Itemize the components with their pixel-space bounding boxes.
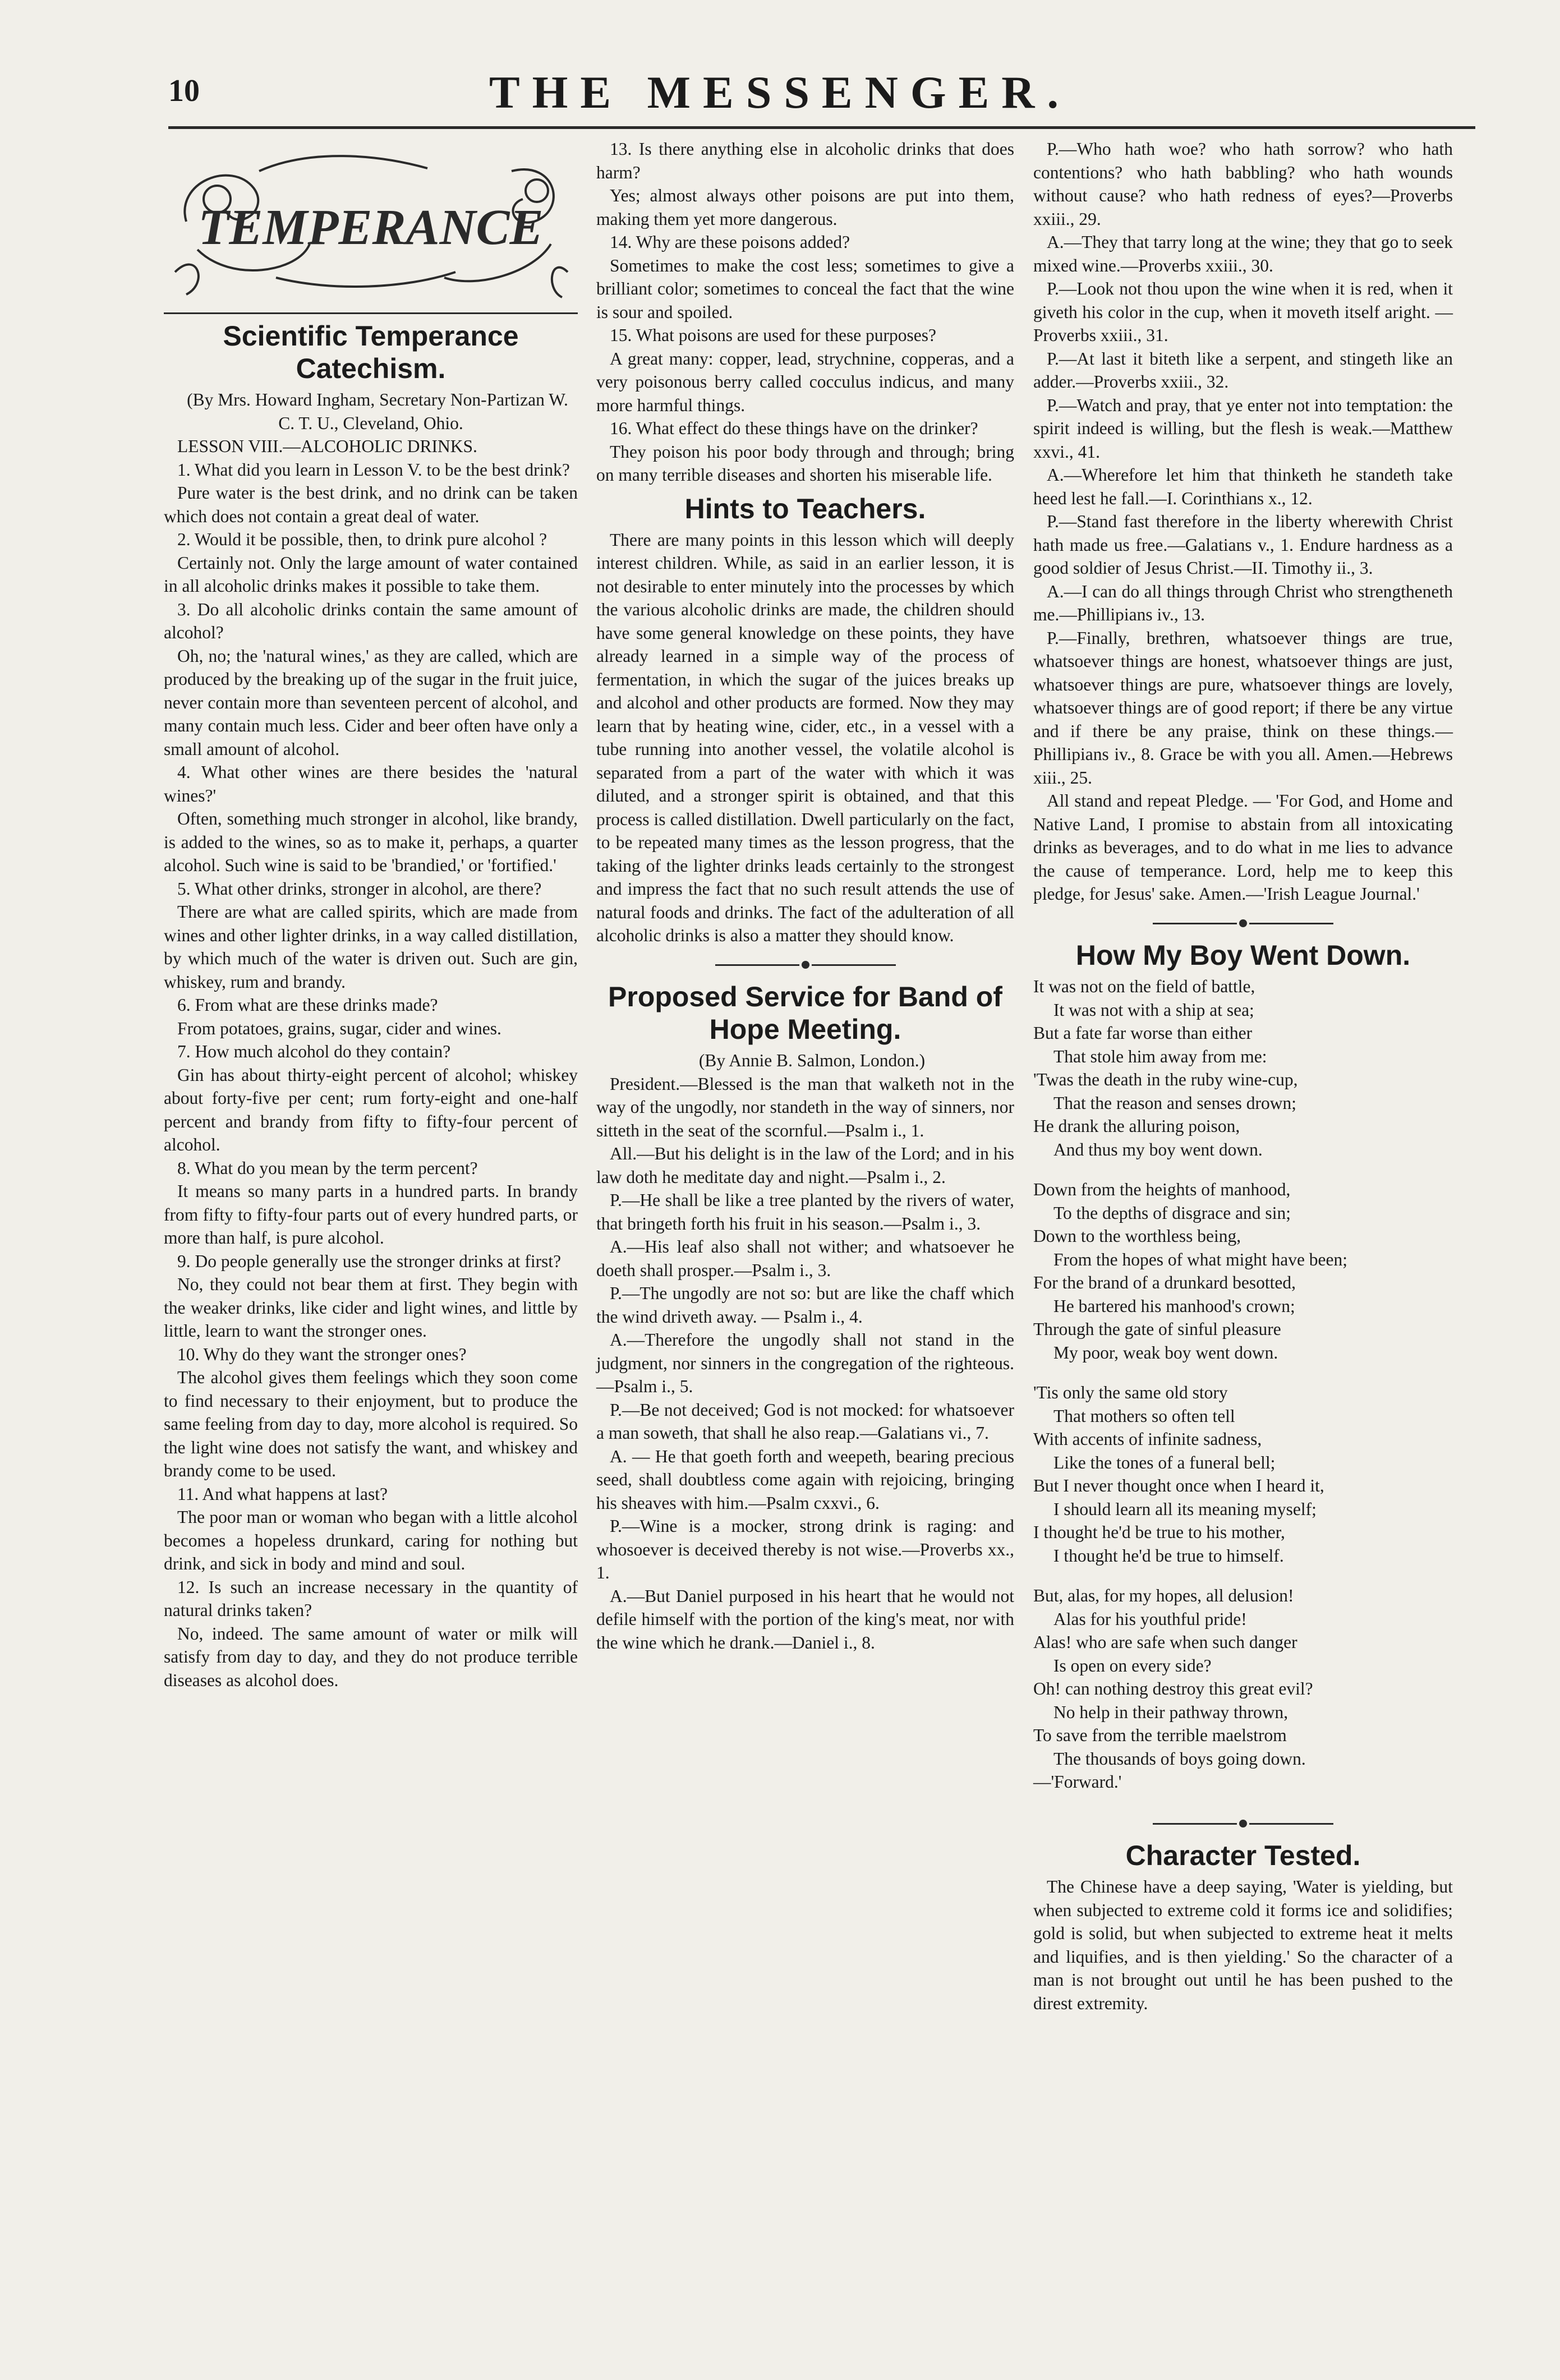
catechism-paragraph: Certainly not. Only the large amount of water contained in all alcoholic drinks makes it possible to take them. [164, 553, 578, 596]
catechism-paragraph: It means so many parts in a hundred parts. In brandy from fifty to fifty-four parts out of every hundred parts, or more than half, is pure alcohol. [164, 1181, 578, 1247]
service-verse: A. — He that goeth forth and weepeth, bearing precious seed, shall doubtless come again with rejoicing, bringing his sheaves with him.—Psalm cxxvi., 6. [596, 1446, 1014, 1513]
service-verse: A.—Wherefore let him that thinketh he standeth take heed lest he fall.—I. Corinthians x., 12. [1033, 465, 1453, 508]
service-col2-body [596, 1072, 1014, 1655]
service-verse: A.—Therefore the ungodly shall not stand in the judgment, nor sinners in the congregation of the righteous.—Psalm i., 5. [596, 1330, 1014, 1396]
poem-line: Down to the worthless being, [1033, 1226, 1241, 1246]
service-verse: P.—At last it biteth like a serpent, and stingeth like an adder.—Proverbs xxiii., 32. [1033, 348, 1453, 392]
lesson-heading: LESSON VIII.—ALCOHOLIC DRINKS. [177, 436, 477, 456]
poem-line: I thought he'd be true to his mother, [1033, 1522, 1285, 1542]
service-verse: P.—Wine is a mocker, strong drink is raging: and whosoever is deceived thereby is not wise.—Proverbs xx., 1. [596, 1516, 1014, 1582]
catechism-paragraph: There are what are called spirits, which are made from wines and other lighter drinks, in a way called distillation, by which much of the water is driven out. Such are gin, whiskey, rum and brandy. [164, 902, 578, 992]
catechism-title: Scientific Temperance Catechism. [223, 320, 519, 384]
poem-line: That mothers so often tell [1053, 1406, 1235, 1426]
column-1 [164, 137, 578, 1692]
poem-line: Down from the heights of manhood, [1033, 1180, 1291, 1199]
poem-line: It was not on the field of battle, [1033, 977, 1255, 996]
column-2 [596, 137, 1014, 1654]
poem-line: My poor, weak boy went down. [1053, 1342, 1278, 1362]
catechism-paragraph: 7. How much alcohol do they contain? [177, 1042, 451, 1061]
catechism-col2-body [596, 137, 1014, 487]
column-3 [1033, 137, 1453, 2015]
poem-line: —'Forward.' [1033, 1772, 1122, 1792]
catechism-paragraph: 6. From what are these drinks made? [177, 995, 438, 1015]
catechism-paragraph: 5. What other drinks, stronger in alcohol, are there? [177, 878, 542, 899]
masthead-rule [168, 126, 1475, 129]
poem-line: Is open on every side? [1053, 1655, 1212, 1675]
logo-text: TEMPERANCE [198, 200, 544, 255]
catechism-paragraph: 15. What poisons are used for these purposes? [610, 325, 937, 345]
catechism-paragraph: 1. What did you learn in Lesson V. to be the best drink? [177, 459, 570, 480]
catechism-paragraph: No, they could not bear them at first. They begin with the weaker drinks, like cider and light wines, and little by little, learn to want the stronger ones. [164, 1274, 578, 1341]
poem-stanza [1033, 1584, 1453, 1794]
poem-line: And thus my boy went down. [1053, 1139, 1263, 1159]
service-verse: A.—But Daniel purposed in his heart that he would not defile himself with the portion of the king's meat, nor with the wine which he drank.—Daniel i., 8. [596, 1586, 1014, 1652]
catechism-paragraph: The poor man or woman who began with a little alcohol becomes a hopeless drunkard, caring for nothing but drink, and sick in body and mind and soul. [164, 1507, 578, 1573]
poem-line: I thought he'd be true to himself. [1053, 1545, 1284, 1566]
masthead-title: THE MESSENGER. [489, 67, 1071, 118]
catechism-paragraph: Yes; almost always other poisons are put into them, making them yet more dangerous. [596, 186, 1014, 229]
service-verse: All.—But his delight is in the law of the Lord; and in his law doth he meditate day and night.—Psalm i., 2. [596, 1144, 1014, 1187]
catechism-paragraph: Sometimes to make the cost less; sometimes to give a brilliant color; sometimes to conceal the fact that the wine is sour and spoiled. [596, 255, 1014, 322]
catechism-paragraph: They poison his poor body through and through; bring on many terrible diseases and shorten his miserable life. [596, 441, 1014, 485]
poem-stanza [1033, 1381, 1453, 1567]
character-title: Character Tested. [1125, 1840, 1361, 1871]
catechism-paragraph: 4. What other wines are there besides the 'natural wines?' [164, 762, 578, 805]
catechism-paragraph: 14. Why are these poisons added? [610, 232, 850, 252]
service-verse: P.—Watch and pray, that ye enter not into temptation: the spirit indeed is willing, but the flesh is weak.—Matthew xxvi., 41. [1033, 395, 1453, 462]
catechism-paragraph: 16. What effect do these things have on the drinker? [610, 418, 978, 438]
catechism-paragraph: 12. Is such an increase necessary in the quantity of natural drinks taken? [164, 1577, 578, 1620]
service-verse: P.—He shall be like a tree planted by the rivers of water, that bringeth forth his fruit in his season.—Psalm i., 3. [596, 1190, 1014, 1233]
catechism-paragraph: 3. Do all alcoholic drinks contain the same amount of alcohol? [164, 599, 578, 642]
poem-line: 'Tis only the same old story [1033, 1383, 1228, 1402]
catechism-paragraph: 8. What do you mean by the term percent? [177, 1158, 478, 1178]
poem-line: Alas for his youthful pride! [1053, 1609, 1247, 1629]
poem-line: To save from the terrible maelstrom [1033, 1725, 1287, 1745]
poem-line: To the depths of disgrace and sin; [1053, 1203, 1291, 1223]
catechism-paragraph: 11. And what happens at last? [177, 1484, 388, 1504]
poem-line: The thousands of boys going down. [1053, 1748, 1306, 1769]
section-separator [596, 952, 1014, 975]
catechism-paragraph: A great many: copper, lead, strychnine, copperas, and a very poisonous berry called cocculus indicus, and many more harmful things. [596, 348, 1014, 415]
poem-line: I should learn all its meaning myself; [1053, 1499, 1317, 1519]
poem-line: It was not with a ship at sea; [1053, 1000, 1254, 1020]
section-separator [1033, 910, 1453, 934]
poem-line: That stole him away from me: [1053, 1046, 1267, 1066]
poem-line: That the reason and senses drown; [1053, 1093, 1297, 1113]
section-rule [164, 312, 578, 314]
catechism-paragraph: Oh, no; the 'natural wines,' as they are called, which are produced by the breaking up of the sugar in the fruit juice, never contain more than seventeen percent of alcohol, and many contain much less. Cider and beer often have only a small amount of alcohol. [164, 646, 578, 759]
page-number: 10 [168, 73, 200, 108]
service-verse: P.—Finally, brethren, whatsoever things are true, whatsoever things are honest, whatsoever things are just, whatsoever things are pure, whatsoever things are lovely, whatsoever things are of good report; if there be any virtue and if there be any praise, think on these things.—Phillipians iv., 8. Grace be with you all. Amen.—Hebrews xiii., 25. [1033, 628, 1453, 788]
service-col3-body [1033, 137, 1453, 906]
hints-title: Hints to Teachers. [684, 492, 926, 524]
catechism-col1-body [164, 458, 578, 1692]
section-separator [1033, 1811, 1453, 1834]
poem-line: But I never thought once when I heard it, [1033, 1476, 1324, 1495]
poem-line: He bartered his manhood's crown; [1053, 1296, 1295, 1316]
poem-line: For the brand of a drunkard besotted, [1033, 1273, 1296, 1292]
service-verse: A.—I can do all things through Christ who strengtheneth me.—Phillipians iv., 13. [1033, 581, 1453, 624]
catechism-paragraph: The alcohol gives them feelings which they soon come to find necessary to their enjoyment, but to produce the same feeling from day to day, more alcohol is required. So the light wine does not satisfy the want, and whiskey and brandy come to be used. [164, 1368, 578, 1480]
poem-line: 'Twas the death in the ruby wine-cup, [1033, 1070, 1298, 1089]
catechism-paragraph: Gin has about thirty-eight percent of alcohol; whiskey about forty-five per cent; rum forty-eight and one-half percent and brandy from fifty to fifty-four percent of alcohol. [164, 1065, 578, 1154]
poem-title: How My Boy Went Down. [1075, 940, 1411, 971]
poem-stanza [1033, 975, 1453, 1161]
service-verse: P.—Be not deceived; God is not mocked: for whatsoever a man soweth, that shall he also reap.—Galatians vi., 7. [596, 1400, 1014, 1443]
service-verse: P.—The ungodly are not so: but are like the chaff which the wind driveth away. — Psalm i., 4. [596, 1283, 1014, 1327]
service-byline: (By Annie B. Salmon, London.) [698, 1051, 926, 1070]
poem-line: But, alas, for my hopes, all delusion! [1033, 1586, 1294, 1605]
service-title: Proposed Service for Band of Hope Meeting. [608, 981, 1002, 1045]
poem-line: From the hopes of what might have been; [1053, 1249, 1348, 1269]
poem-line: Like the tones of a funeral bell; [1053, 1452, 1276, 1472]
poem-stanza [1033, 1178, 1453, 1364]
catechism-byline: (By Mrs. Howard Ingham, Secretary Non-Partizan W. C. T. U., Cleveland, Ohio. [187, 390, 568, 433]
service-verse: P.—Who hath woe? who hath sorrow? who hath contentions? who hath babbling? who hath wounds without cause? who hath redness of eyes?—Proverbs xxiii., 29. [1033, 139, 1453, 229]
poem-line: Through the gate of sinful pleasure [1033, 1319, 1281, 1339]
poem-line: Alas! who are safe when such danger [1033, 1632, 1297, 1652]
poem-body [1033, 975, 1453, 1794]
service-verse: President.—Blessed is the man that walketh not in the way of the ungodly, nor standeth in the way of sinners, nor sitteth in the seat of the scornful.—Psalm i., 1. [596, 1074, 1014, 1140]
service-verse: A.—They that tarry long at the wine; they that go to seek mixed wine.—Proverbs xxiii., 30. [1033, 232, 1453, 275]
catechism-paragraph: Often, something much stronger in alcohol, like brandy, is added to the wines, so as to make it, perhaps, a quarter alcohol. Such wine is said to be 'brandied,' or 'fortified.' [164, 809, 578, 875]
catechism-paragraph: 2. Would it be possible, then, to drink pure alcohol ? [177, 530, 547, 549]
service-verse: P.—Look not thou upon the wine when it is red, when it giveth his color in the cup, when it moveth itself aright. — Proverbs xxiii., 31. [1033, 279, 1453, 345]
temperance-ornament-logo [164, 137, 578, 306]
poem-line: He drank the alluring poison, [1033, 1116, 1240, 1136]
service-verse: All stand and repeat Pledge. — 'For God, and Home and Native Land, I promise to abstain from all intoxicating drinks as beverages, and to do what in me lies to advance the cause of temperance. Lord, help me to keep this pledge, for Jesus' sake. Amen.—'Irish League Journal.' [1033, 791, 1453, 904]
catechism-paragraph: 13. Is there anything else in alcoholic drinks that does harm? [596, 139, 1014, 182]
hints-body: There are many points in this lesson which will deeply interest children. While, as said in an earlier lesson, it is not desirable to enter minutely into the processes by which the various alcoholic drinks are made, the children should have some general knowledge on these points, they have already learned in a simple way of the process of fermentation, in which the sugar of the juices breaks up and alcohol and other products are formed. Now they may learn that by heating wine, cider, etc., in a vessel with a tube running into another vessel, the volatile alcohol is separated from a part of the water with which it was diluted, and a stronger spirit is obtained, and that this process is called distillation. Dwell particularly on the fact, to be repeated many times as the lesson progress, that the taking of the lighter drinks leads certainly to the strongest and impress the fact that no such result attends the use of natural foods and drinks. The fact of the adulteration of all alcoholic drinks is also a matter they should know. [596, 530, 1014, 945]
service-verse: P.—Stand fast therefore in the liberty wherewith Christ hath made us free.—Galatians v., 1. Endure hardness as a good soldier of Jesus Christ.—II. Timothy ii., 3. [1033, 512, 1453, 578]
poem-line: Oh! can nothing destroy this great evil? [1033, 1679, 1313, 1698]
catechism-paragraph: Pure water is the best drink, and no drink can be taken which does not contain a great deal of water. [164, 483, 578, 526]
poem-line: With accents of infinite sadness, [1033, 1429, 1262, 1449]
catechism-paragraph: 10. Why do they want the stronger ones? [177, 1344, 467, 1364]
poem-line: But a fate far worse than either [1033, 1023, 1253, 1043]
character-body: The Chinese have a deep saying, 'Water is yielding, but when subjected to extreme cold it forms ice and solidifies; gold is solid, but when subjected to extreme heat it melts and liquifies, and is then yielding.' So the character of a man is not brought out until he has been pushed to the direst extremity. [1033, 1877, 1453, 2013]
poem-line: No help in their pathway thrown, [1053, 1702, 1289, 1722]
catechism-paragraph: 9. Do people generally use the stronger drinks at first? [177, 1251, 562, 1271]
service-verse: A.—His leaf also shall not wither; and whatsoever he doeth shall prosper.—Psalm i., 3. [596, 1237, 1014, 1280]
catechism-paragraph: No, indeed. The same amount of water or milk will satisfy from day to day, and they do not produce terrible diseases as alcohol does. [164, 1623, 578, 1690]
catechism-paragraph: From potatoes, grains, sugar, cider and wines. [177, 1018, 501, 1038]
